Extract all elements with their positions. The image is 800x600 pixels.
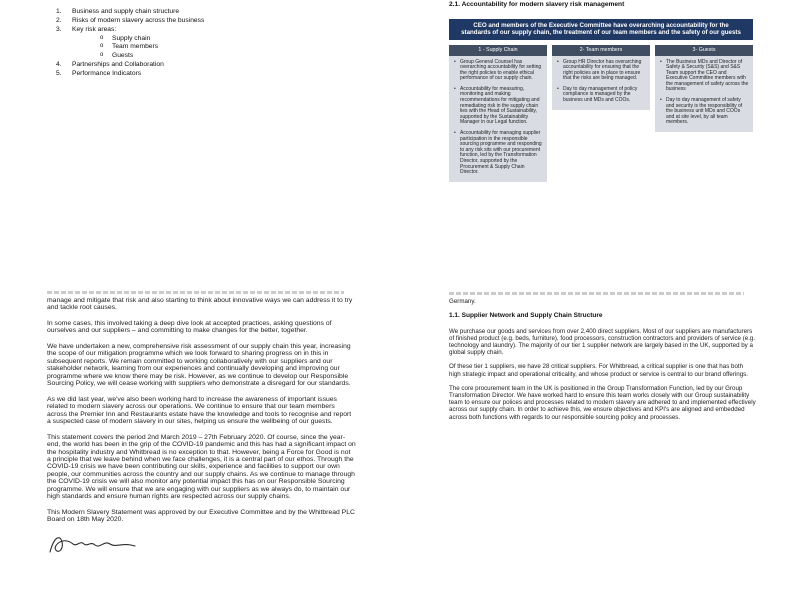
bullet-item [454,131,543,176]
column-body [655,56,753,133]
clipped-text-line [449,292,744,295]
list-sub-item [56,52,356,61]
list-marker: 5. [56,69,62,77]
bullet-text: Group HR Director has overarching accountability for ensuring that the right policies are in place to ensure that the risks are being managed. [563,58,642,82]
bullet-text: Accountability for measuring, monitoring and making recommendations for mitigating and remediating risk in the supply chain lies with the Head of Sustainability, supported by the Sustainability Manager in our Legal function. [460,85,540,126]
list-item [56,26,356,35]
list-marker: o [100,52,104,59]
list-marker: 4. [56,61,62,69]
list-item-text: Supply chain [112,34,151,42]
bullet-marker: • [557,85,559,92]
right-page-supplier-network [449,292,756,428]
bullet-marker: • [454,130,456,137]
accountability-banner: CEO and members of the Executive Committee have overarching accountability for the standards of our supply chain, the treatment of our team members and the safety of our guests [449,19,753,40]
column-body [449,56,547,182]
bullet-text: Group General Counsel has overarching accountability for setting the right policies to enable ethical performance of our supply chain. [460,58,542,82]
bullet-marker: • [454,58,456,65]
right-page-accountability [449,1,753,182]
paragraph: This statement covers the period 2nd March 2019 – 27th February 2020. Of course, since the year-end, the world has been in the grip of the COVID-19 pandemic and this has had a significant impact on the hospitality industry and Whitbread is no exception to that. However, being a Force for Good is not a principle that we leave behind when we face challenges, it is a central part of our ethos. Through the COVID-19 crisis we have been contributing our skills, experience and facilities to support our own people, our communities across the country and our supply chains. As we continue to manage through the COVID-19 crisis we will also monitor any potential impact this has on our Responsible Sourcing programme. We will ensure that we are engaging with our suppliers as we always do, to maintain our high standards and ensure human rights are respected across our supply chains. [47,433,356,501]
list-item-text: Business and supply chain structure [72,8,180,15]
paragraph: We purchase our goods and services from over 2,400 direct suppliers. Most of our suppliers are manufacturers of finished product (e.g. beds, furniture), food processors, construction contractors and providers of service (e.g. technology and laundry). The majority of our tier 1 supplier network are largely based in the UK, supported by a global supply chain. [449,327,756,357]
list-marker: 1. [56,8,62,15]
paragraph: Of these tier 1 suppliers, we have 28 critical suppliers. For Whitbread, a critical supplier is one that has both high strategic impact and operational criticality, and whose product or service is central to our brand offerings. [449,363,748,378]
paragraph: The core procurement team in the UK is positioned in the Group Transformation Function, led by our Group Transformation Director. We have worked hard to ensure this team works closely with our Group sustainability team to ensure our polices and processes related to modern slavery are adhered to and implemented effectively across our supply chain. In order to achieve this, we ensure objectives and KPI's are aligned and embedded across both functions with regards to our responsible sourcing policy and processes. [449,384,756,421]
list-item-text: Key risk areas: [72,25,117,33]
section-heading-2-1: 2.1. Accountability for modern slavery risk management [449,1,625,8]
column-header: 1 - Supply Chain [449,45,547,56]
list-sub-item [56,35,356,44]
bullet-item [660,98,749,126]
list-sub-item [56,43,356,52]
paragraph: In some cases, this involved taking a deep dive look at accepted practices, asking questions of ourselves and our suppliers – and committing to make changes for the better, together. [47,319,332,335]
bullet-item [557,60,646,82]
bullet-text: Accountability for managing supplier participation in the responsible sourcing programme and responding to any risk sits with our procurement function, led by the Transformation Director, supported by the Procurement & Supply Chain Director. [460,130,542,176]
bullet-item [557,87,646,104]
signature [47,532,356,556]
column-guests [655,45,753,133]
list-item-text: Guests [112,52,134,60]
list-item [56,70,356,79]
paragraph: We have undertaken a new, comprehensive risk assessment of our supply chain this year, increasing the scope of our mitigation programme which we look forward to sharing progress on in this in subsequent reports. We remain committed to working collaboratively with our suppliers and our stakeholder network, learning from our experiences and continually developing and improving our programme where we know there may be risk. However, as we continue to develop our Responsible Sourcing Policy, we will cease working with suppliers who demonstrate a disregard for our standards. [47,342,351,388]
bullet-marker: • [454,85,456,92]
column-supply-chain [449,45,547,182]
list-marker: o [100,43,104,50]
approval-paragraph: This Modern Slavery Statement was approved by our Executive Committee and by the Whitbread PLC Board on 18th May 2020. [47,508,355,524]
list-item [56,17,356,26]
column-team-members [552,45,650,110]
list-item-text: Team members [112,43,159,51]
left-page-text [47,291,356,556]
list-marker: 2. [56,16,62,24]
bullet-item [454,60,543,82]
accountability-table [449,45,753,182]
column-body [552,56,650,110]
left-page-list [56,8,356,79]
column-header: 3- Guests [655,45,753,56]
list-item [56,8,356,17]
paragraph: As we did last year, we've also been working hard to increase the awareness of important issues related to modern slavery across our operations. We continue to ensure that our team members across the Premier Inn and Restaurants estate have the knowledge and tools to recognise and report a suspected case of modern slavery in our sites, helping us ensure the wellbeing of our guests. [47,395,352,426]
bullet-marker: • [660,58,662,65]
column-header: 2- Team members [552,45,650,56]
bullet-text: Day to day management of policy compliance is managed by the business unit MDs and COOs. [563,85,638,104]
bullet-text: Day to day management of safety and security is the responsibility of the business unit MDs and COOs and at site level, by all team members. [666,97,743,126]
list-item-text: Risks of modern slavery across the business [72,16,205,24]
list-item [56,61,356,70]
clipped-text-line [47,291,344,294]
bullet-item [660,60,749,94]
bullet-marker: • [660,97,662,104]
bullet-marker: • [557,58,559,65]
paragraph: manage and mitigate that risk and also starting to think about innovative ways we can address it to try and tackle root causes. [47,297,353,312]
list-marker: o [100,34,104,41]
list-item-text: Partnerships and Collaboration [72,61,164,69]
bullet-item [454,87,543,126]
paragraph-fragment: Germany. [449,298,476,305]
list-marker: 3. [56,25,62,33]
section-heading-1-1: 1.1. Supplier Network and Supply Chain Structure [449,312,603,320]
bullet-text: The Business MDs and Director of Safety & Security (S&S) and S&S Team support the CEO and Executive Committee members with the management of safety across the business [666,58,749,93]
list-item-text: Performance Indicators [72,69,142,77]
